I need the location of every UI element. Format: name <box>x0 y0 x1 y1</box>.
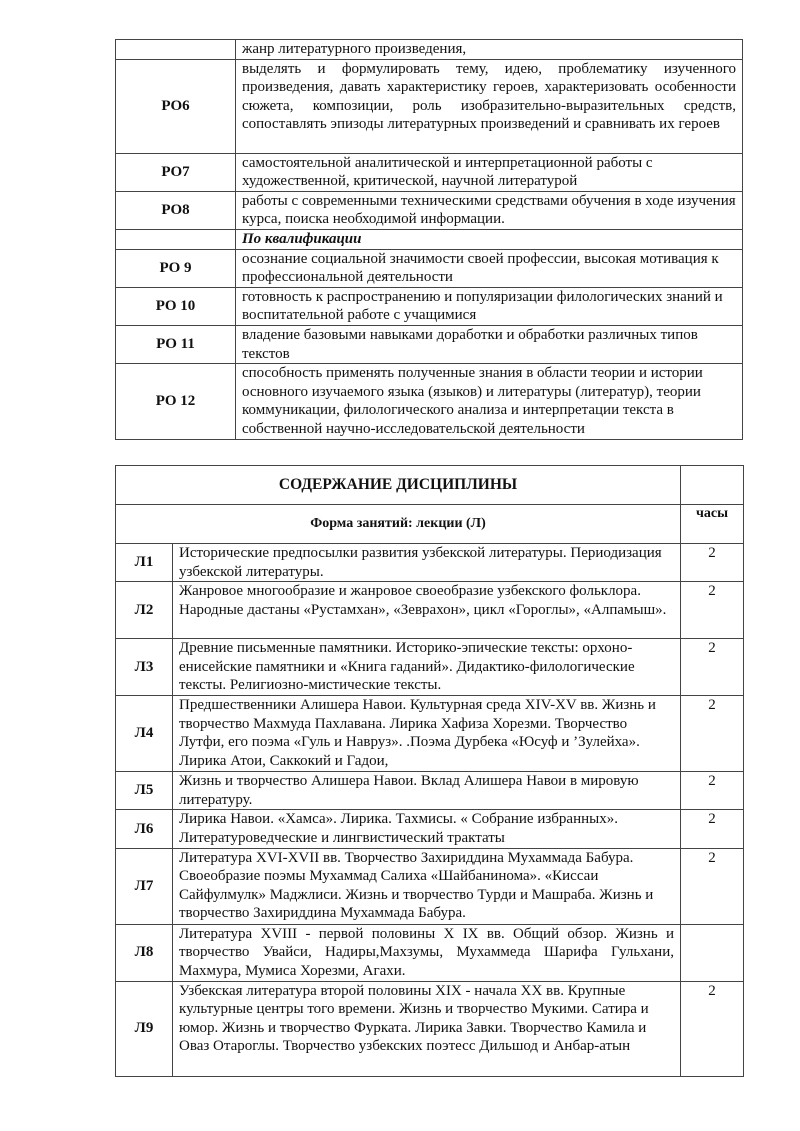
lecture-code: Л3 <box>116 639 173 696</box>
lecture-row <box>116 544 744 582</box>
outcome-code: РО 12 <box>116 364 236 440</box>
course-content-table <box>115 465 744 1077</box>
outcome-code: РО 10 <box>116 287 236 325</box>
lecture-row <box>116 696 744 772</box>
lecture-text: Жизнь и творчество Алишера Навои. Вклад Алишера Навои в мировую литературу. <box>173 772 681 810</box>
table-row <box>116 249 743 287</box>
lecture-row <box>116 981 744 1076</box>
lesson-form-label: Форма занятий: лекции (Л) <box>116 505 681 544</box>
lecture-hours: 2 <box>681 639 744 696</box>
table-row <box>116 59 743 153</box>
outcome-text: осознание социальной значимости своей профессии, высокая мотивация к профессиональной деятельности <box>236 249 743 287</box>
lecture-text: Исторические предпосылки развития узбекской литературы. Периодизация узбекской литературы. <box>173 544 681 582</box>
lecture-code: Л1 <box>116 544 173 582</box>
table-row <box>116 325 743 363</box>
outcome-text: выделять и формулировать тему, идею, проблематику изученного произведения, давать характеристику героев, характеризовать особенности сюжета, композиции, роль изобразительно-выразительных средств, сопоставлять эпизоды литературных произведений и сравнивать их героев <box>236 59 743 153</box>
outcome-code: РО 9 <box>116 249 236 287</box>
outcome-text: способность применять полученные знания в области теории и истории основного изучаемого языка (языков) и литературы (литератур), теории коммуникации, филологического анализа и интерпретации текста в собственной научно-исследовательской деятельности <box>236 364 743 440</box>
outcome-text: жанр литературного произведения, <box>236 40 743 60</box>
outcome-text: работы с современными техническими средствами обучения в ходе изучения курса, поиска необходимой информации. <box>236 191 743 229</box>
table-row <box>116 191 743 229</box>
lecture-hours: 2 <box>681 772 744 810</box>
lecture-code: Л2 <box>116 582 173 639</box>
lecture-hours: 2 <box>681 696 744 772</box>
lecture-hours: 2 <box>681 981 744 1076</box>
outcome-text: самостоятельной аналитической и интерпретационной работы с художественной, критической, научной литературой <box>236 153 743 191</box>
lecture-code: Л5 <box>116 772 173 810</box>
table-row <box>116 40 743 60</box>
lecture-text: Лирика Навои. «Хамса». Лирика. Тахмисы. « Собрание избранных». Литературоведческие и лингвистический трактаты <box>173 810 681 848</box>
hours-header: часы <box>681 505 744 544</box>
lecture-text: Предшественники Алишера Навои. Культурная среда XIV-XV вв. Жизнь и творчество Махмуда Пахлавана. Лирика Хафиза Хорезми. Творчество Лутфи, его поэма «Гуль и Навруз». .Поэма Дурбека «Юсуф и ’Зулейха». Лирика Атои, Саккокий и Гадои, <box>173 696 681 772</box>
lecture-text: Узбекская литература второй половины XIX - начала XX вв. Крупные культурные центры того времени. Жизнь и творчество Мукими. Сатира и юмор. Жизнь и творчество Фурката. Лирика Завки. Творчество Камила и Оваз Отароглы. Творчество узбекских поэтесс Дильшод и Анбар-атын <box>173 981 681 1076</box>
lecture-text: Литература XVIII - первой половины X IX вв. Общий обзор. Жизнь и творчество Увайси, Надиры,Махзумы, Мухаммеда Шарифа Гульхани, Махмура, Мумиса Хорезми, Агахи. <box>173 924 681 981</box>
lecture-text: Древние письменные памятники. Историко-эпические тексты: орхоно-енисейские памятники и «Книга гаданий». Дидактико-филологические тексты. Религиозно-мистические тексты. <box>173 639 681 696</box>
lecture-hours: 2 <box>681 810 744 848</box>
section-code-empty <box>116 229 236 249</box>
table-row <box>116 364 743 440</box>
section-label: По квалификации <box>236 229 743 249</box>
lecture-code: Л4 <box>116 696 173 772</box>
outcome-code <box>116 40 236 60</box>
lecture-hours <box>681 924 744 981</box>
lecture-row <box>116 772 744 810</box>
lecture-hours: 2 <box>681 848 744 924</box>
lecture-hours: 2 <box>681 544 744 582</box>
lecture-row <box>116 810 744 848</box>
lecture-code: Л7 <box>116 848 173 924</box>
lecture-text: Литература XVI-XVII вв. Творчество Захириддина Мухаммада Бабура. Своеобразие поэмы Мухаммад Салиха «Шайбанинома». «Киссаи Сайфулмулк» Маджлиси. Жизнь и творчество Турди и Машраба. Жизнь и творчество Захириддина Мухаммада Бабура. <box>173 848 681 924</box>
lecture-row <box>116 639 744 696</box>
section-row <box>116 229 743 249</box>
lecture-row <box>116 848 744 924</box>
lecture-text: Жанровое многообразие и жанровое своеобразие узбекского фольклора. Народные дастаны «Рустамхан», «Зеврахон», цикл «Гороглы», «Алпамыш». <box>173 582 681 639</box>
title-row <box>116 466 744 505</box>
outcome-text: владение базовыми навыками доработки и обработки различных типов текстов <box>236 325 743 363</box>
lecture-code: Л6 <box>116 810 173 848</box>
outcome-code: РО8 <box>116 191 236 229</box>
table-row <box>116 153 743 191</box>
content-title: СОДЕРЖАНИЕ ДИСЦИПЛИНЫ <box>116 466 681 505</box>
outcome-code: РО6 <box>116 59 236 153</box>
title-empty-cell <box>681 466 744 505</box>
outcome-code: РО7 <box>116 153 236 191</box>
lecture-row <box>116 582 744 639</box>
learning-outcomes-table <box>115 39 743 440</box>
form-row <box>116 505 744 544</box>
outcome-text: готовность к распространению и популяризации филологических знаний и воспитательной работе с учащимися <box>236 287 743 325</box>
lecture-code: Л9 <box>116 981 173 1076</box>
lecture-hours: 2 <box>681 582 744 639</box>
lecture-code: Л8 <box>116 924 173 981</box>
outcome-code: РО 11 <box>116 325 236 363</box>
lecture-row <box>116 924 744 981</box>
table-row <box>116 287 743 325</box>
